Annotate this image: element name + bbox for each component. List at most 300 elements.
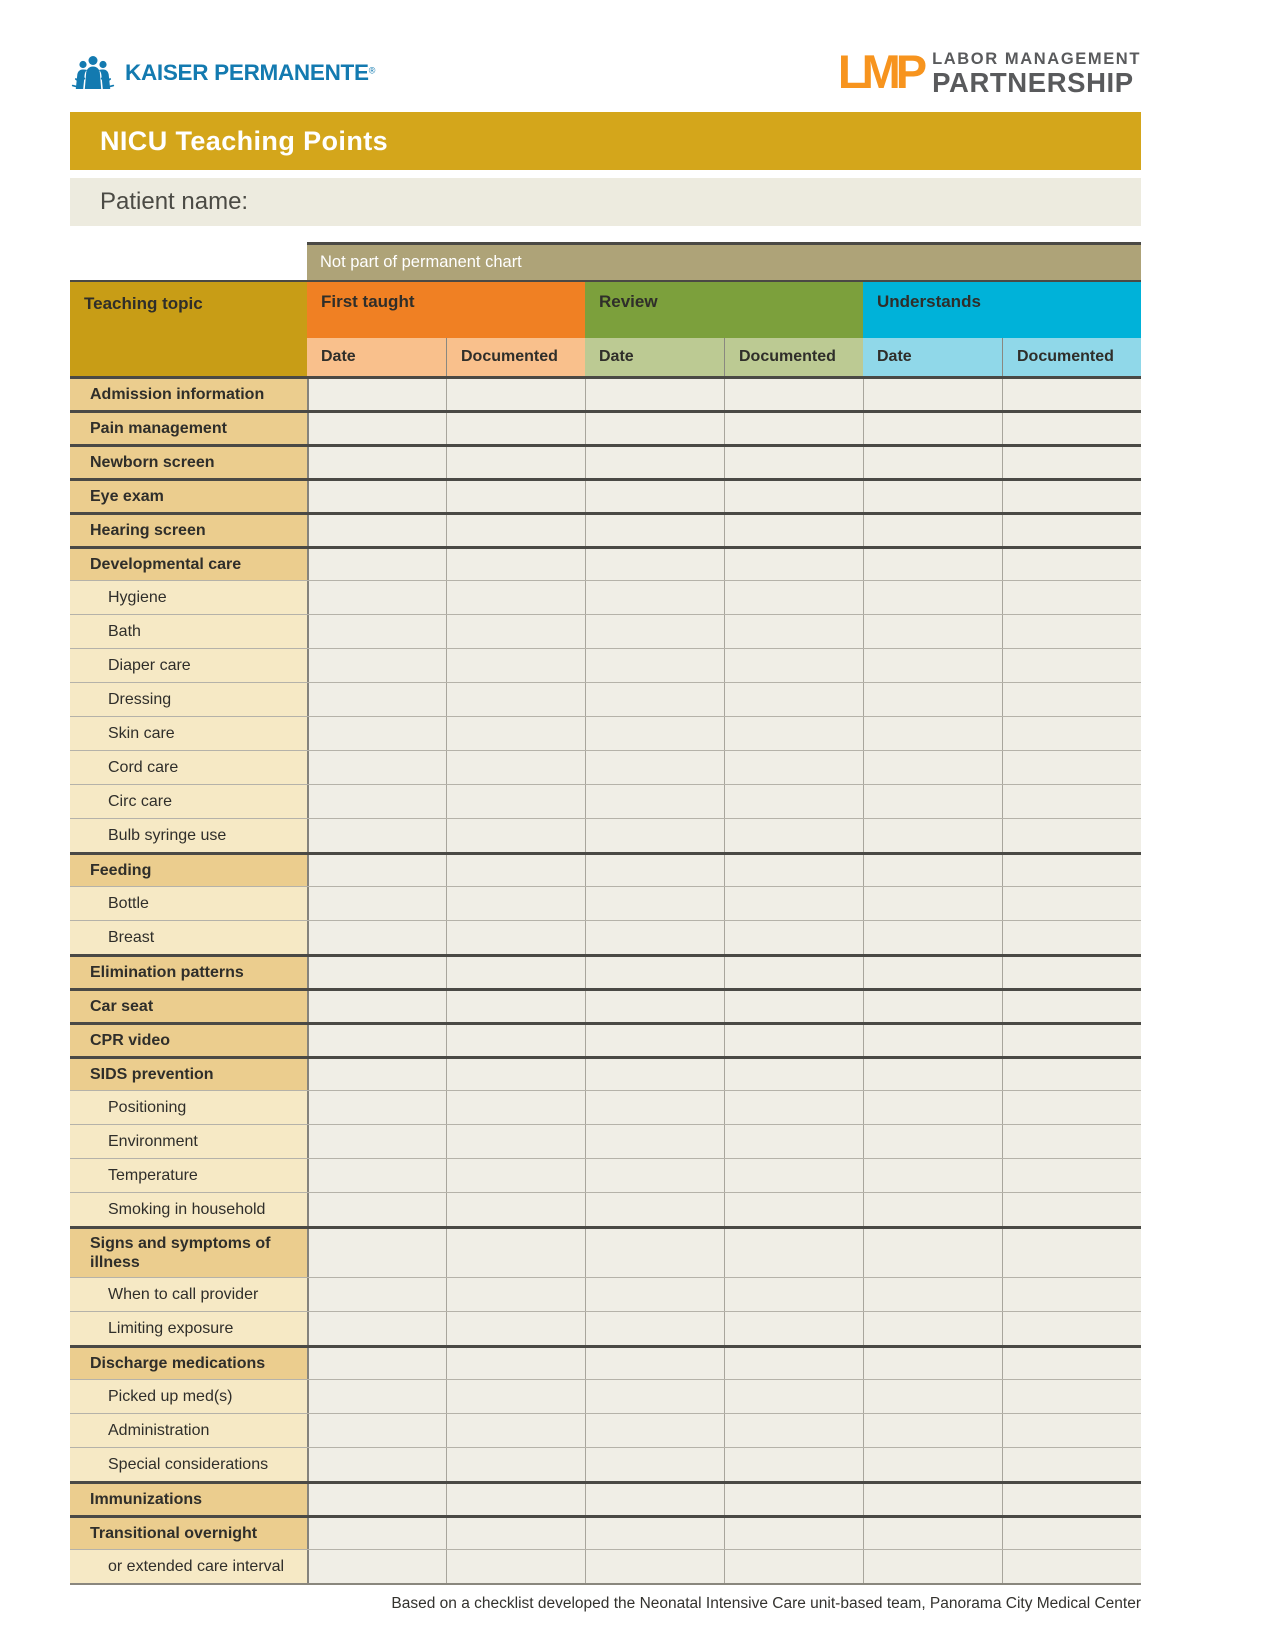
row-topic-label: Eye exam (70, 481, 307, 512)
understands-date-cell (863, 1518, 1002, 1549)
understands-documented-cell (1002, 717, 1141, 750)
page-title: NICU Teaching Points (70, 112, 1141, 170)
review-documented-cell (724, 1484, 863, 1515)
first-taught-documented-cell (446, 991, 585, 1022)
table-row (70, 410, 1141, 444)
review-documented-cell (724, 481, 863, 512)
review-date-cell (585, 515, 724, 546)
understands-date-cell (863, 615, 1002, 648)
table-row (70, 988, 1141, 1022)
first-taught-date-cell (307, 1091, 446, 1124)
review-documented-cell (724, 379, 863, 410)
table-row (70, 1192, 1141, 1226)
first-taught-date-cell (307, 921, 446, 954)
understands-date-cell (863, 819, 1002, 852)
understands-date-cell (863, 1229, 1002, 1277)
table-header-row (70, 280, 1141, 376)
understands-date-cell (863, 1091, 1002, 1124)
group-subheader-row (863, 338, 1141, 376)
first-taught-documented-cell (446, 751, 585, 784)
row-topic-label: Dressing (70, 683, 307, 716)
understands-date-cell (863, 515, 1002, 546)
table-row (70, 1124, 1141, 1158)
row-topic-label: Picked up med(s) (70, 1380, 307, 1413)
review-date-cell (585, 683, 724, 716)
first-taught-documented-cell (446, 1125, 585, 1158)
understands-documented-cell (1002, 1193, 1141, 1226)
understands-date-cell (863, 1448, 1002, 1481)
documented-subheader-cell (1002, 338, 1141, 376)
understands-date-cell (863, 1550, 1002, 1583)
first-taught-date-cell (307, 1448, 446, 1481)
lmp-wordmark (932, 50, 1141, 96)
review-date-cell (585, 717, 724, 750)
date-label: Date (877, 348, 912, 365)
first-taught-date-cell (307, 1550, 446, 1583)
first-taught-documented-cell (446, 887, 585, 920)
review-date-cell (585, 581, 724, 614)
review-documented-cell (724, 1550, 863, 1583)
first-taught-date-cell (307, 1414, 446, 1447)
understands-date-cell (863, 887, 1002, 920)
understands-date-cell (863, 717, 1002, 750)
review-date-cell (585, 1348, 724, 1379)
row-topic-label: Feeding (70, 855, 307, 886)
row-topic-label: Bottle (70, 887, 307, 920)
first-taught-documented-cell (446, 1229, 585, 1277)
lmp-monogram-icon: LMP (837, 44, 923, 98)
first-taught-date-cell (307, 957, 446, 988)
table-row (70, 716, 1141, 750)
review-date-cell (585, 1380, 724, 1413)
understands-date-cell (863, 447, 1002, 478)
first-taught-documented-cell (446, 1025, 585, 1056)
review-documented-cell (724, 515, 863, 546)
table-row (70, 1022, 1141, 1056)
understands-documented-cell (1002, 1025, 1141, 1056)
review-documented-cell (724, 1448, 863, 1481)
date-label: Date (321, 348, 356, 365)
first-taught-documented-cell (446, 649, 585, 682)
understands-documented-cell (1002, 683, 1141, 716)
first-taught-documented-cell (446, 717, 585, 750)
understands-date-cell (863, 855, 1002, 886)
row-topic-label: Discharge medications (70, 1348, 307, 1379)
first-taught-date-cell (307, 1278, 446, 1311)
first-taught-documented-cell (446, 1159, 585, 1192)
group-understands (863, 282, 1141, 376)
row-topic-label: or extended care interval (70, 1550, 307, 1583)
row-topic-label: Signs and symptoms of illness (70, 1229, 307, 1277)
review-documented-cell (724, 785, 863, 818)
review-documented-cell (724, 1159, 863, 1192)
first-taught-date-cell (307, 819, 446, 852)
row-topic-label: Immunizations (70, 1484, 307, 1515)
first-taught-documented-cell (446, 413, 585, 444)
row-topic-label: Breast (70, 921, 307, 954)
review-date-cell (585, 1193, 724, 1226)
understands-documented-cell (1002, 1278, 1141, 1311)
understands-documented-cell (1002, 549, 1141, 580)
table-row (70, 1158, 1141, 1192)
table-row (70, 376, 1141, 410)
table-row (70, 1311, 1141, 1345)
understands-documented-cell (1002, 1414, 1141, 1447)
patient-name-label: Patient name: (100, 188, 249, 215)
table-row (70, 512, 1141, 546)
understands-date-cell (863, 481, 1002, 512)
review-date-cell (585, 1278, 724, 1311)
review-date-cell (585, 413, 724, 444)
first-taught-date-cell (307, 1125, 446, 1158)
first-taught-date-cell (307, 649, 446, 682)
row-topic-label: Environment (70, 1125, 307, 1158)
understands-date-cell (863, 751, 1002, 784)
first-taught-documented-cell (446, 615, 585, 648)
first-taught-documented-cell (446, 1484, 585, 1515)
row-topic-label: CPR video (70, 1025, 307, 1056)
row-topic-label: Limiting exposure (70, 1312, 307, 1345)
understands-date-cell (863, 683, 1002, 716)
first-taught-date-cell (307, 1348, 446, 1379)
review-documented-cell (724, 683, 863, 716)
row-topic-label: Positioning (70, 1091, 307, 1124)
date-subheader-cell (863, 338, 1002, 376)
understands-date-cell (863, 991, 1002, 1022)
group-label: Review (599, 292, 658, 311)
group-first-taught (307, 282, 585, 376)
understands-documented-cell (1002, 581, 1141, 614)
understands-documented-cell (1002, 921, 1141, 954)
row-topic-label: Administration (70, 1414, 307, 1447)
row-topic-label: Hygiene (70, 581, 307, 614)
row-topic-label: Smoking in household (70, 1193, 307, 1226)
first-taught-date-cell (307, 1518, 446, 1549)
understands-documented-cell (1002, 615, 1141, 648)
row-topic-label: Temperature (70, 1159, 307, 1192)
table-row (70, 1090, 1141, 1124)
understands-documented-cell (1002, 1380, 1141, 1413)
first-taught-documented-cell (446, 1193, 585, 1226)
understands-date-cell (863, 1484, 1002, 1515)
first-taught-date-cell (307, 447, 446, 478)
understands-documented-cell (1002, 1125, 1141, 1158)
review-documented-cell (724, 991, 863, 1022)
understands-documented-cell (1002, 1518, 1141, 1549)
kaiser-permanente-logo (70, 52, 375, 94)
first-taught-date-cell (307, 379, 446, 410)
table-body (70, 376, 1141, 1585)
review-date-cell (585, 549, 724, 580)
review-documented-cell (724, 1193, 863, 1226)
row-topic-label: Car seat (70, 991, 307, 1022)
review-documented-cell (724, 921, 863, 954)
understands-documented-cell (1002, 1059, 1141, 1090)
lmp-logo (837, 44, 1141, 98)
first-taught-documented-cell (446, 1448, 585, 1481)
understands-date-cell (863, 1059, 1002, 1090)
review-documented-cell (724, 887, 863, 920)
understands-date-cell (863, 413, 1002, 444)
review-documented-cell (724, 1059, 863, 1090)
review-documented-cell (724, 549, 863, 580)
review-documented-cell (724, 1414, 863, 1447)
review-date-cell (585, 1125, 724, 1158)
table-row (70, 648, 1141, 682)
lmp-labor-management-label: LABOR MANAGEMENT (932, 49, 1141, 68)
review-documented-cell (724, 1025, 863, 1056)
first-taught-date-cell (307, 549, 446, 580)
date-subheader-cell (585, 338, 724, 376)
row-topic-label: Cord care (70, 751, 307, 784)
review-date-cell (585, 379, 724, 410)
review-documented-cell (724, 581, 863, 614)
understands-date-cell (863, 1193, 1002, 1226)
first-taught-date-cell (307, 1193, 446, 1226)
review-date-cell (585, 649, 724, 682)
date-subheader-cell (307, 338, 446, 376)
review-date-cell (585, 1091, 724, 1124)
understands-documented-cell (1002, 957, 1141, 988)
row-topic-label: Pain management (70, 413, 307, 444)
review-date-cell (585, 447, 724, 478)
documented-label: Documented (1017, 348, 1114, 365)
understands-date-cell (863, 921, 1002, 954)
review-documented-cell (724, 957, 863, 988)
group-label: Understands (877, 292, 981, 311)
table-row (70, 886, 1141, 920)
first-taught-documented-cell (446, 1348, 585, 1379)
review-date-cell (585, 991, 724, 1022)
first-taught-documented-cell (446, 1059, 585, 1090)
first-taught-documented-cell (446, 785, 585, 818)
first-taught-date-cell (307, 1159, 446, 1192)
first-taught-date-cell (307, 683, 446, 716)
review-date-cell (585, 887, 724, 920)
patient-name-field (70, 178, 1141, 226)
first-taught-date-cell (307, 717, 446, 750)
table-row (70, 1481, 1141, 1515)
table-row (70, 1549, 1141, 1583)
review-date-cell (585, 819, 724, 852)
teaching-topic-header: Teaching topic (70, 282, 307, 376)
row-topic-label: Developmental care (70, 549, 307, 580)
table-row (70, 478, 1141, 512)
table-row (70, 852, 1141, 886)
understands-documented-cell (1002, 855, 1141, 886)
understands-date-cell (863, 379, 1002, 410)
row-topic-label: Transitional overnight (70, 1518, 307, 1549)
first-taught-date-cell (307, 887, 446, 920)
understands-date-cell (863, 1159, 1002, 1192)
kaiser-figures-icon (70, 52, 116, 94)
understands-documented-cell (1002, 447, 1141, 478)
review-date-cell (585, 615, 724, 648)
review-date-cell (585, 957, 724, 988)
first-taught-documented-cell (446, 1550, 585, 1583)
first-taught-documented-cell (446, 1518, 585, 1549)
first-taught-date-cell (307, 515, 446, 546)
table-row (70, 1379, 1141, 1413)
logos-row (70, 45, 1141, 101)
documented-label: Documented (739, 348, 836, 365)
first-taught-documented-cell (446, 1278, 585, 1311)
review-date-cell (585, 921, 724, 954)
table-row (70, 750, 1141, 784)
table-row (70, 546, 1141, 580)
understands-documented-cell (1002, 1348, 1141, 1379)
understands-date-cell (863, 1380, 1002, 1413)
first-taught-documented-cell (446, 515, 585, 546)
review-date-cell (585, 1550, 724, 1583)
first-taught-documented-cell (446, 1380, 585, 1413)
first-taught-date-cell (307, 1484, 446, 1515)
understands-documented-cell (1002, 1312, 1141, 1345)
review-documented-cell (724, 1278, 863, 1311)
row-topic-label: Special considerations (70, 1448, 307, 1481)
group-header (585, 282, 863, 338)
kaiser-registered-mark: ® (368, 65, 376, 76)
first-taught-date-cell (307, 1229, 446, 1277)
understands-documented-cell (1002, 1484, 1141, 1515)
first-taught-documented-cell (446, 1312, 585, 1345)
review-documented-cell (724, 1380, 863, 1413)
review-documented-cell (724, 819, 863, 852)
understands-date-cell (863, 957, 1002, 988)
understands-date-cell (863, 581, 1002, 614)
first-taught-documented-cell (446, 581, 585, 614)
row-topic-label: Diaper care (70, 649, 307, 682)
understands-documented-cell (1002, 1229, 1141, 1277)
review-documented-cell (724, 855, 863, 886)
review-date-cell (585, 1518, 724, 1549)
first-taught-documented-cell (446, 957, 585, 988)
first-taught-date-cell (307, 991, 446, 1022)
table-row (70, 580, 1141, 614)
first-taught-date-cell (307, 855, 446, 886)
first-taught-date-cell (307, 413, 446, 444)
row-topic-label: When to call provider (70, 1278, 307, 1311)
understands-date-cell (863, 785, 1002, 818)
review-date-cell (585, 1448, 724, 1481)
review-documented-cell (724, 1125, 863, 1158)
group-subheader-row (585, 338, 863, 376)
table-row (70, 784, 1141, 818)
understands-date-cell (863, 1348, 1002, 1379)
first-taught-date-cell (307, 581, 446, 614)
review-date-cell (585, 1059, 724, 1090)
row-topic-label: Elimination patterns (70, 957, 307, 988)
review-documented-cell (724, 751, 863, 784)
documented-subheader-cell (446, 338, 585, 376)
understands-date-cell (863, 1125, 1002, 1158)
group-subheader-row (307, 338, 585, 376)
understands-documented-cell (1002, 751, 1141, 784)
review-date-cell (585, 1159, 724, 1192)
review-documented-cell (724, 615, 863, 648)
first-taught-documented-cell (446, 379, 585, 410)
table-row (70, 1277, 1141, 1311)
first-taught-documented-cell (446, 447, 585, 478)
understands-documented-cell (1002, 481, 1141, 512)
group-review (585, 282, 863, 376)
review-documented-cell (724, 1091, 863, 1124)
understands-documented-cell (1002, 1550, 1141, 1583)
group-header (863, 282, 1141, 338)
first-taught-date-cell (307, 1059, 446, 1090)
group-header (307, 282, 585, 338)
first-taught-documented-cell (446, 481, 585, 512)
row-topic-label: Newborn screen (70, 447, 307, 478)
table-row (70, 954, 1141, 988)
table-row (70, 1056, 1141, 1090)
understands-date-cell (863, 649, 1002, 682)
understands-date-cell (863, 1312, 1002, 1345)
understands-date-cell (863, 549, 1002, 580)
review-date-cell (585, 855, 724, 886)
review-documented-cell (724, 1229, 863, 1277)
review-documented-cell (724, 1518, 863, 1549)
table-row (70, 444, 1141, 478)
review-date-cell (585, 1025, 724, 1056)
first-taught-documented-cell (446, 921, 585, 954)
lmp-partnership-label: PARTNERSHIP (932, 66, 1134, 98)
first-taught-date-cell (307, 751, 446, 784)
group-label: First taught (321, 292, 415, 311)
review-date-cell (585, 1414, 724, 1447)
first-taught-date-cell (307, 1025, 446, 1056)
review-date-cell (585, 1312, 724, 1345)
review-documented-cell (724, 413, 863, 444)
date-label: Date (599, 348, 634, 365)
understands-documented-cell (1002, 649, 1141, 682)
table-row (70, 614, 1141, 648)
review-date-cell (585, 1229, 724, 1277)
first-taught-documented-cell (446, 1414, 585, 1447)
table-row (70, 1515, 1141, 1549)
review-documented-cell (724, 447, 863, 478)
table-row (70, 682, 1141, 716)
understands-documented-cell (1002, 785, 1141, 818)
understands-date-cell (863, 1025, 1002, 1056)
review-date-cell (585, 1484, 724, 1515)
page-content (70, 45, 1141, 1613)
understands-documented-cell (1002, 887, 1141, 920)
table-row (70, 818, 1141, 852)
table-row (70, 1447, 1141, 1481)
row-topic-label: Bulb syringe use (70, 819, 307, 852)
kaiser-wordmark: KAISER PERMANENTE (125, 60, 369, 85)
understands-documented-cell (1002, 379, 1141, 410)
row-topic-label: Admission information (70, 379, 307, 410)
understands-date-cell (863, 1278, 1002, 1311)
first-taught-date-cell (307, 785, 446, 818)
first-taught-documented-cell (446, 855, 585, 886)
table-row (70, 920, 1141, 954)
first-taught-documented-cell (446, 549, 585, 580)
row-topic-label: Bath (70, 615, 307, 648)
understands-documented-cell (1002, 413, 1141, 444)
understands-documented-cell (1002, 515, 1141, 546)
row-topic-label: SIDS prevention (70, 1059, 307, 1090)
review-date-cell (585, 785, 724, 818)
first-taught-date-cell (307, 1312, 446, 1345)
understands-documented-cell (1002, 1159, 1141, 1192)
not-part-of-chart-banner: Not part of permanent chart (307, 242, 1141, 280)
review-documented-cell (724, 649, 863, 682)
review-date-cell (585, 481, 724, 512)
documented-label: Documented (461, 348, 558, 365)
